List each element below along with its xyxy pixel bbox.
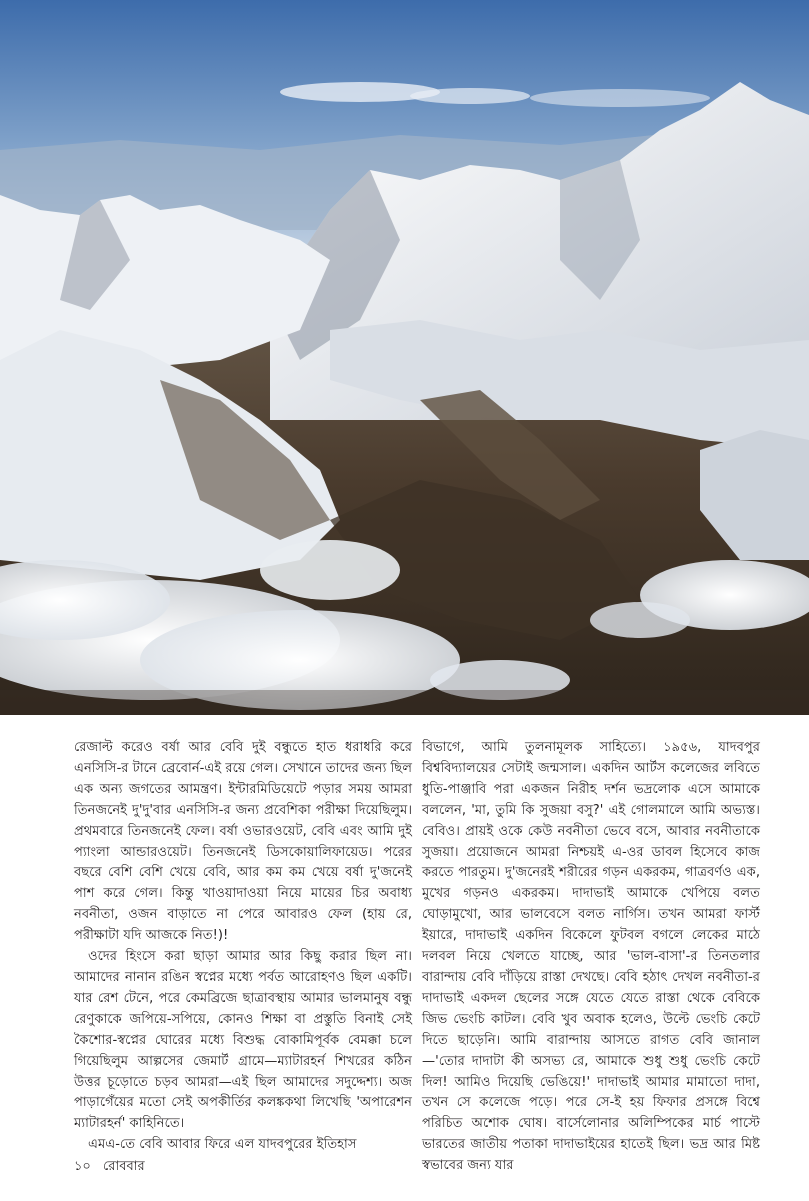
article-column-right [422,738,760,1177]
paragraph: রেজাল্ট করেও বর্ষা আর বেবি দুই বন্ধুতে হাত ধরাধরি করে এনসিসি-র টানে ব্রেবোর্ন-এই রয়ে গেল। সেখানে তাদের জন্য ছিল এক অন্য জগতের আমন্ত্রণ। ইন্টারমিডিয়েটে পড়ার সময় আমরা তিনজনেই দু'দু'বার এনসিসি-র জন্য প্রবেশিকা পরীক্ষা দিয়েছিলুম। প্রথমবারে তিনজনেই ফেল। বর্ষা ওভারওয়েট, বেবি এবং আমি দুই প্যাংলা আন্ডারওয়েট। তিনজনেই ডিসকোয়ালিফায়েড। পরের বছরে বেশি বেশি খেয়ে বেবি, আর কম কম খেয়ে বর্ষা দু'জনেই পাশ করে গেল। কিন্তু খাওয়াদাওয়া নিয়ে মায়ের চির অবাধ্য নবনীতা, ওজন বাড়াতে না পেরে আবারও ফেল (হায় রে, পরীক্ষাটা যদি আজকে নিত!)! [74,740,412,944]
page-footer [74,1157,153,1178]
publication-name: রোববার [103,1159,145,1174]
paragraph: বিভাগে, আমি তুলনামূলক সাহিত্যে। ১৯৫৬, যাদবপুর বিশ্ববিদ্যালয়ের সেটাই জন্মসাল। একদিন আর্টস কলেজের লবিতে ধুতি-পাঞ্জাবি পরা একজন নিরীহ দর্শন ভদ্রলোক এসে আমাকে বললেন, 'মা, তুমি কি সুজয়া বসু?' এই গোলমালে আমি অভ্যস্ত। বেবিও। প্রায়ই ওকে কেউ নবনীতা ভেবে বসে, আবার নবনীতাকে সুজয়া। প্রয়োজনে আমরা নিশ্চয়ই এ-ওর ডাবল হিসেবে কাজ করতে পারতুম। দু'জনেরই শরীরের গড়ন একরকম, গাত্রবর্ণও এক, মুখের গড়নও একরকম। দাদাভাই আমাকে খেপিয়ে বলত ঘোড়ামুখো, আর ভালবেসে বলত নার্গিস। তখন আমরা ফার্স্ট ইয়ারে, দাদাভাই একদিন বিকেলে ফুটবল বগলে লেকের মাঠে দলবল নিয়ে খেলতে যাচ্ছে, আর 'ভাল-বাসা'-র তিনতলার বারান্দায় বেবি দাঁড়িয়ে রাস্তা দেখছে। বেবি হঠাৎ দেখল নবনীতা-র দাদাভাই একদল ছেলের সঙ্গে যেতে যেতে রাস্তা থেকে বেবিকে জিভ ভেংচি কাটল। বেবি খুব অবাক হলেও, উল্টে ভেংচি কেটে দিতে ছাড়েনি। আমি বারান্দায় আসতে রাগত বেবি জানাল—'তোর দাদাটা কী অসভ্য রে, আমাকে শুধু শুধু ভেংচি কেটে দিল! আমিও দিয়েছি ভেঙিয়ে!' দাদাভাই আমার মামাতো দাদা, তখন সে কলেজে পড়ে। পরে সে-ই হয় ফিফার প্রসঙ্গে বিশ্বে পরিচিত অশোক ঘোষ। বার্সেলোনার অলিম্পিকের মার্চ পাস্টে ভারতের জাতীয় পতাকা দাদাভাইয়ের হাতেই ছিল। ভদ্র আর মিষ্ট স্বভাবের জন্য যার [422,740,760,1174]
paragraph: ওদের হিংসে করা ছাড়া আমার আর কিছু করার ছিল না। আমাদের নানান রঙিন স্বপ্নের মধ্যে পর্বত আরোহণও ছিল একটি। যার রেশ টেনে, পরে কেমব্রিজে ছাত্রাবস্থায় আমার ভালমানুষ বন্ধু রেণুকাকে জপিয়ে-সপিয়ে, কোনও শিক্ষা বা প্রস্তুতি বিনাই সেই কৈশোর-স্বপ্নের ঘোরের মধ্যে বিশুদ্ধ বোকামিপূর্বক বেমক্কা চলে গিয়েছিলুম আল্পসের জেমার্ট গ্রামে—ম্যাটারহর্ন শিখরের কঠিন উত্তর চূড়োতে চড়ব আমরা—এই ছিল আমাদের সদুদ্দেশ্য। অজ পাড়াগেঁয়ের মতো সেই অপকীর্তির কলঙ্ককথা লিখেছি 'অপারেশন ম্যাটারহর্ন' কাহিনিতে। [74,949,412,1132]
page-number: ১০ [74,1159,91,1174]
paragraph: এমএ-তে বেবি আবার ফিরে এল যাদবপুরের ইতিহাস [88,1137,357,1153]
article-column-left [74,738,412,1156]
